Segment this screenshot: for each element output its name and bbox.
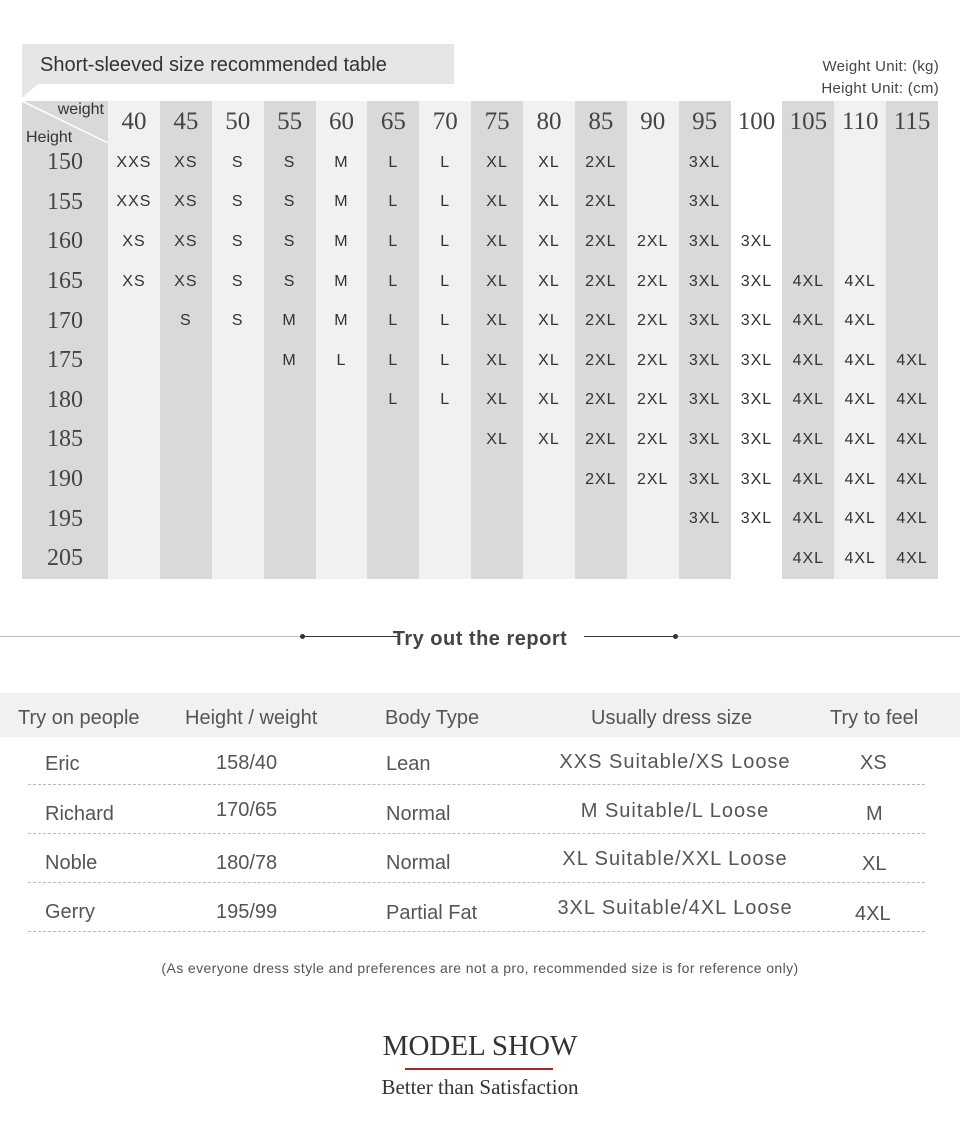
size-cell: 2XL <box>627 222 679 262</box>
weight-header-10: 90 <box>627 101 679 143</box>
size-cell <box>316 381 368 421</box>
size-cell <box>367 420 419 460</box>
size-cell <box>886 262 938 302</box>
size-cell <box>264 381 316 421</box>
size-cell: 3XL <box>731 341 783 381</box>
size-cell <box>782 183 834 223</box>
height-unit: Height Unit: (cm) <box>821 80 939 97</box>
size-cell <box>627 143 679 183</box>
weight-header-11: 95 <box>679 101 731 143</box>
size-cell <box>523 460 575 500</box>
table-corner <box>22 101 108 146</box>
size-row <box>22 341 938 381</box>
height-label: 185 <box>22 420 108 460</box>
weight-header-1: 45 <box>160 101 212 143</box>
size-cell: 2XL <box>627 420 679 460</box>
size-cell: 2XL <box>575 381 627 421</box>
size-cell <box>108 420 160 460</box>
size-cell <box>419 460 471 500</box>
size-cell <box>886 222 938 262</box>
size-cell: S <box>212 222 264 262</box>
size-cell <box>108 381 160 421</box>
corner-weight-label: weight <box>57 101 104 118</box>
size-cell <box>160 381 212 421</box>
size-cell <box>160 539 212 579</box>
size-cell <box>108 539 160 579</box>
size-cell: 3XL <box>679 262 731 302</box>
size-cell: 3XL <box>731 301 783 341</box>
size-cell: M <box>264 341 316 381</box>
size-row <box>22 183 938 223</box>
size-cell: 3XL <box>679 460 731 500</box>
size-cell: 3XL <box>731 262 783 302</box>
size-cell: 3XL <box>679 420 731 460</box>
size-cell: S <box>264 143 316 183</box>
report-row <box>0 786 960 834</box>
size-cell <box>834 143 886 183</box>
size-cell <box>782 143 834 183</box>
size-cell: 2XL <box>627 341 679 381</box>
size-cell: 2XL <box>575 222 627 262</box>
size-cell: XL <box>523 381 575 421</box>
size-cell <box>108 301 160 341</box>
size-cell: L <box>367 143 419 183</box>
row-height-weight: 158/40 <box>216 752 278 774</box>
size-row <box>22 499 938 539</box>
size-cell: XL <box>471 183 523 223</box>
size-cell <box>627 183 679 223</box>
row-height-weight: 195/99 <box>216 901 278 923</box>
size-cell: M <box>264 301 316 341</box>
row-body-type: Partial Fat <box>386 902 478 924</box>
row-feel: 4XL <box>855 903 891 925</box>
size-cell: XL <box>523 301 575 341</box>
weight-header-13: 105 <box>782 101 834 143</box>
size-cell: XL <box>523 420 575 460</box>
size-cell: 3XL <box>679 499 731 539</box>
size-cell <box>886 143 938 183</box>
size-cell: 4XL <box>782 301 834 341</box>
row-name: Eric <box>45 753 80 775</box>
weight-header-0: 40 <box>108 101 160 143</box>
size-cell <box>316 420 368 460</box>
weight-header-8: 80 <box>523 101 575 143</box>
model-show-underline <box>405 1068 553 1070</box>
size-cell: L <box>419 262 471 302</box>
size-cell <box>679 539 731 579</box>
size-cell: L <box>316 341 368 381</box>
model-show-title: MODEL SHOW <box>382 1030 578 1062</box>
size-cell: XL <box>471 301 523 341</box>
height-label: 205 <box>22 539 108 579</box>
weight-header-7: 75 <box>471 101 523 143</box>
weight-header-15: 115 <box>886 101 938 143</box>
size-cell: XS <box>108 262 160 302</box>
size-cell <box>160 499 212 539</box>
size-cell: S <box>160 301 212 341</box>
size-cell: 4XL <box>782 460 834 500</box>
size-row <box>22 381 938 421</box>
size-cell: 3XL <box>731 499 783 539</box>
size-cell: 4XL <box>834 341 886 381</box>
size-cell <box>575 539 627 579</box>
size-cell: 3XL <box>731 222 783 262</box>
report-title: Try out the report <box>392 628 568 650</box>
size-cell: 4XL <box>886 420 938 460</box>
size-cell: 4XL <box>834 381 886 421</box>
size-cell: XS <box>160 183 212 223</box>
size-cell: 2XL <box>627 301 679 341</box>
size-cell: 2XL <box>575 143 627 183</box>
size-cell <box>212 460 264 500</box>
height-label: 180 <box>22 381 108 421</box>
row-separator <box>28 833 925 834</box>
size-cell: 2XL <box>575 301 627 341</box>
size-cell: 4XL <box>834 262 886 302</box>
size-row <box>22 539 938 579</box>
size-cell: L <box>419 183 471 223</box>
size-cell: L <box>419 222 471 262</box>
size-cell: 2XL <box>627 460 679 500</box>
size-cell <box>264 539 316 579</box>
size-cell: 4XL <box>834 420 886 460</box>
size-row <box>22 262 938 302</box>
row-body-type: Normal <box>386 803 451 825</box>
size-cell <box>108 341 160 381</box>
size-cell: 3XL <box>679 341 731 381</box>
size-cell <box>471 539 523 579</box>
size-cell: 3XL <box>679 301 731 341</box>
size-row <box>22 301 938 341</box>
size-cell: 4XL <box>782 381 834 421</box>
size-cell: XL <box>471 420 523 460</box>
row-feel: M <box>866 803 883 825</box>
size-cell <box>264 499 316 539</box>
size-cell: M <box>316 143 368 183</box>
size-cell: 4XL <box>834 499 886 539</box>
size-cell: 3XL <box>679 381 731 421</box>
row-feel: XL <box>862 853 887 875</box>
size-cell: XL <box>471 262 523 302</box>
size-cell: L <box>367 341 419 381</box>
size-cell <box>160 420 212 460</box>
divider-right <box>678 636 960 637</box>
size-cell: 4XL <box>834 301 886 341</box>
size-cell: L <box>367 183 419 223</box>
weight-header-3: 55 <box>264 101 316 143</box>
size-cell: 4XL <box>886 381 938 421</box>
size-cell: 2XL <box>575 460 627 500</box>
size-cell: 4XL <box>782 499 834 539</box>
height-label: 190 <box>22 460 108 500</box>
report-row <box>0 884 960 932</box>
size-cell <box>160 341 212 381</box>
size-cell: L <box>367 301 419 341</box>
model-show-subtitle: Better than Satisfaction <box>381 1075 579 1099</box>
size-cell <box>523 539 575 579</box>
row-separator <box>28 784 925 785</box>
size-cell: XL <box>471 222 523 262</box>
row-name: Richard <box>45 803 114 825</box>
size-cell: 2XL <box>575 183 627 223</box>
report-header <box>0 693 960 737</box>
weight-header-14: 110 <box>834 101 886 143</box>
weight-header-5: 65 <box>367 101 419 143</box>
size-cell: XS <box>160 262 212 302</box>
size-cell: S <box>264 183 316 223</box>
size-cell <box>316 539 368 579</box>
size-cell: 3XL <box>679 222 731 262</box>
weight-header-6: 70 <box>419 101 471 143</box>
size-cell: 3XL <box>679 143 731 183</box>
size-cell: M <box>316 222 368 262</box>
row-feel: XS <box>860 752 887 774</box>
size-cell <box>264 420 316 460</box>
size-cell: 4XL <box>886 499 938 539</box>
size-cell: 2XL <box>627 262 679 302</box>
height-label: 165 <box>22 262 108 302</box>
size-cell: S <box>212 301 264 341</box>
size-cell: S <box>264 222 316 262</box>
size-cell: XXS <box>108 143 160 183</box>
size-cell <box>731 143 783 183</box>
size-cell <box>367 539 419 579</box>
size-cell: S <box>212 183 264 223</box>
size-cell: XL <box>523 341 575 381</box>
size-cell <box>419 539 471 579</box>
report-row <box>0 737 960 785</box>
size-cell: L <box>419 301 471 341</box>
size-cell: XL <box>523 222 575 262</box>
size-cell: 3XL <box>731 381 783 421</box>
size-cell: XL <box>471 341 523 381</box>
size-cell: 4XL <box>782 420 834 460</box>
size-cell: L <box>367 222 419 262</box>
height-label: 170 <box>22 301 108 341</box>
size-cell: 4XL <box>886 341 938 381</box>
size-cell <box>471 499 523 539</box>
size-cell: S <box>264 262 316 302</box>
row-separator <box>28 882 925 883</box>
table-title: Short-sleeved size recommended table <box>40 54 387 76</box>
size-cell <box>316 460 368 500</box>
size-cell: XS <box>160 222 212 262</box>
size-cell <box>108 460 160 500</box>
header-feel: Try to feel <box>830 707 919 729</box>
weight-header-2: 50 <box>212 101 264 143</box>
size-cell: XXS <box>108 183 160 223</box>
size-row <box>22 420 938 460</box>
row-usual-size: M Suitable/L Loose <box>580 800 770 822</box>
row-usual-size: XL Suitable/XXL Loose <box>562 848 788 870</box>
report-row <box>0 835 960 883</box>
size-cell: 4XL <box>782 341 834 381</box>
size-cell: M <box>316 262 368 302</box>
size-cell: XS <box>108 222 160 262</box>
size-cell: XL <box>523 143 575 183</box>
size-cell: 2XL <box>627 381 679 421</box>
row-body-type: Lean <box>386 753 431 775</box>
size-cell: L <box>419 381 471 421</box>
size-cell <box>419 420 471 460</box>
size-cell: XL <box>523 262 575 302</box>
size-cell <box>212 499 264 539</box>
size-cell: 4XL <box>782 539 834 579</box>
size-cell: 4XL <box>782 262 834 302</box>
weight-unit: Weight Unit: (kg) <box>822 58 939 75</box>
size-cell: L <box>419 341 471 381</box>
row-height-weight: 170/65 <box>216 799 278 821</box>
units-legend <box>821 56 939 100</box>
corner-height-label: Height <box>26 129 73 146</box>
size-cell <box>834 222 886 262</box>
size-cell: 3XL <box>679 183 731 223</box>
size-cell <box>471 460 523 500</box>
height-label: 195 <box>22 499 108 539</box>
header-dress-size: Usually dress size <box>591 707 753 729</box>
size-cell: 4XL <box>834 460 886 500</box>
size-cell <box>212 341 264 381</box>
size-cell <box>886 183 938 223</box>
height-label: 155 <box>22 183 108 223</box>
size-cell <box>367 460 419 500</box>
size-cell: L <box>367 262 419 302</box>
size-cell: 2XL <box>575 262 627 302</box>
size-cell: 3XL <box>731 460 783 500</box>
height-label: 175 <box>22 341 108 381</box>
weight-header-12: 100 <box>731 101 783 143</box>
weight-header-4: 60 <box>316 101 368 143</box>
size-cell <box>886 301 938 341</box>
size-cell: 4XL <box>834 539 886 579</box>
row-name: Noble <box>45 852 98 874</box>
size-table <box>22 101 938 579</box>
size-cell <box>367 499 419 539</box>
size-cell <box>316 499 368 539</box>
size-cell <box>212 420 264 460</box>
size-cell <box>108 499 160 539</box>
size-cell <box>834 183 886 223</box>
size-cell <box>782 222 834 262</box>
row-usual-size: XXS Suitable/XS Loose <box>559 751 791 773</box>
header-people: Try on people <box>18 707 140 729</box>
height-label: 160 <box>22 222 108 262</box>
size-cell: 2XL <box>575 420 627 460</box>
size-cell <box>212 381 264 421</box>
divider-right-inner <box>584 636 675 637</box>
size-cell: XL <box>471 381 523 421</box>
size-cell: XL <box>523 183 575 223</box>
size-cell <box>627 539 679 579</box>
size-cell <box>160 460 212 500</box>
size-cell: M <box>316 183 368 223</box>
height-label: 150 <box>22 143 108 183</box>
size-cell <box>575 499 627 539</box>
size-table-header <box>22 101 938 143</box>
row-height-weight: 180/78 <box>216 852 278 874</box>
weight-header-9: 85 <box>575 101 627 143</box>
disclaimer-note: (As everyone dress style and preferences are not a pro, recommended size is for reference only) <box>161 960 799 976</box>
size-cell: XL <box>471 143 523 183</box>
row-separator <box>28 931 925 932</box>
size-cell <box>731 539 783 579</box>
header-body-type: Body Type <box>385 707 480 729</box>
size-cell <box>731 183 783 223</box>
size-cell: XS <box>160 143 212 183</box>
size-cell: 2XL <box>575 341 627 381</box>
size-cell: S <box>212 262 264 302</box>
table-title-box <box>22 44 454 84</box>
size-cell: 4XL <box>886 539 938 579</box>
size-cell <box>212 539 264 579</box>
header-height-weight: Height / weight <box>185 707 318 729</box>
size-cell <box>264 460 316 500</box>
size-cell: L <box>367 381 419 421</box>
size-cell: M <box>316 301 368 341</box>
size-cell: 4XL <box>886 460 938 500</box>
size-row <box>22 222 938 262</box>
row-body-type: Normal <box>386 852 451 874</box>
size-cell: S <box>212 143 264 183</box>
size-cell: L <box>419 143 471 183</box>
title-tail <box>22 84 38 98</box>
size-row <box>22 460 938 500</box>
size-cell: 3XL <box>731 420 783 460</box>
row-name: Gerry <box>45 901 95 923</box>
size-cell <box>523 499 575 539</box>
size-cell <box>419 499 471 539</box>
size-row <box>22 143 938 183</box>
size-cell <box>627 499 679 539</box>
row-usual-size: 3XL Suitable/4XL Loose <box>557 897 793 919</box>
